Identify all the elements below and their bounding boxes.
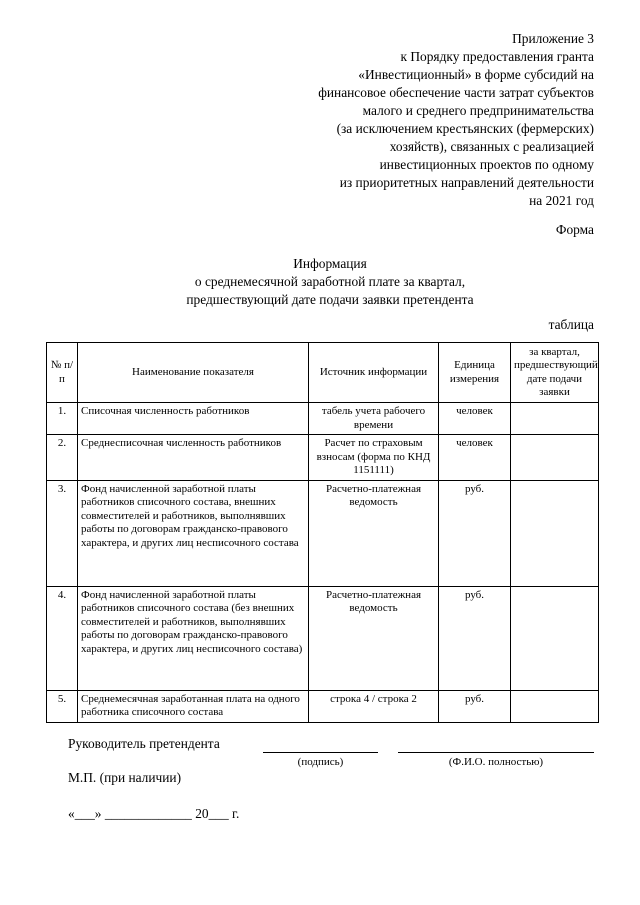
row-num: 3. (47, 480, 78, 586)
annex-line: (за исключением крестьянских (фермерских) (336, 121, 594, 136)
table-label: таблица (548, 317, 594, 332)
annex-line: Приложение 3 (512, 31, 594, 46)
table-row (47, 690, 599, 722)
annex-line: хозяйств), связанных с реализацией (389, 139, 594, 154)
row-value[interactable] (511, 403, 599, 435)
annex-line: «Инвестиционный» в форме субсидий на (358, 67, 594, 82)
table-row (47, 586, 599, 690)
header-unit: Единица измерения (439, 343, 511, 403)
header-source: Источник информации (309, 343, 439, 403)
row-num: 1. (47, 403, 78, 435)
row-name: Списочная численность работников (78, 403, 309, 435)
row-num: 2. (47, 435, 78, 481)
annex-line: из приоритетных направлений деятельности (339, 175, 594, 190)
annex-line: к Порядку предоставления гранта (400, 49, 594, 64)
table-row (47, 435, 599, 481)
table-row (47, 403, 599, 435)
row-value[interactable] (511, 586, 599, 690)
document-title (60, 255, 600, 309)
row-value[interactable] (511, 690, 599, 722)
row-value[interactable] (511, 480, 599, 586)
annex-line: малого и среднего предпринимательства (362, 103, 594, 118)
row-num: 5. (47, 690, 78, 722)
row-name: Среднесписочная численность работников (78, 435, 309, 481)
table-header-row (47, 343, 599, 403)
header-quarter: за квартал, предшествующий дате подачи заявки (511, 343, 599, 403)
full-name-caption: (Ф.И.О. полностью) (448, 756, 544, 768)
row-source: строка 4 / строка 2 (309, 690, 439, 722)
title-line: о среднемесячной заработной плате за квартал, (194, 274, 466, 289)
annex-header (194, 30, 594, 210)
title-line: предшествующий дате подачи заявки претендента (186, 292, 474, 307)
row-unit: человек (439, 435, 511, 481)
signature-line[interactable] (263, 752, 378, 753)
form-label: Форма (555, 222, 594, 237)
annex-line: на 2021 год (529, 193, 594, 208)
title-line: Информация (293, 256, 367, 271)
head-label: Руководитель претендента (68, 736, 220, 751)
row-unit: руб. (439, 690, 511, 722)
row-unit: руб. (439, 480, 511, 586)
info-table (46, 342, 599, 723)
row-unit: руб. (439, 586, 511, 690)
signature-caption: (подпись) (297, 756, 344, 768)
row-name: Фонд начисленной заработной платы работников списочного состава, внешних совместителей и работников, выполнявших работы по договорам гражданско-правового характера, и других лиц несписочного состава (78, 480, 309, 586)
date-line[interactable]: «___» _____________ 20___ г. (68, 806, 240, 821)
stamp-label: М.П. (при наличии) (68, 770, 182, 785)
table-row (47, 480, 599, 586)
annex-line: инвестиционных проектов по одному (379, 157, 594, 172)
row-source: табель учета рабочего времени (309, 403, 439, 435)
full-name-line[interactable] (398, 752, 594, 753)
row-value[interactable] (511, 435, 599, 481)
row-num: 4. (47, 586, 78, 690)
row-source: Расчетно-платежная ведомость (309, 586, 439, 690)
header-name: Наименование показателя (78, 343, 309, 403)
row-name: Среднемесячная заработанная плата на одного работника списочного состава (78, 690, 309, 722)
row-name: Фонд начисленной заработной платы работников списочного состава (без внешних совместителей и работников, выполнявших работы по договорам гражданско-правового характера, и других лиц несписочного состава) (78, 586, 309, 690)
annex-line: финансовое обеспечение части затрат субъектов (318, 85, 594, 100)
header-num: № п/п (47, 343, 78, 403)
row-source: Расчетно-платежная ведомость (309, 480, 439, 586)
row-unit: человек (439, 403, 511, 435)
row-source: Расчет по страховым взносам (форма по КНД 1151111) (309, 435, 439, 481)
